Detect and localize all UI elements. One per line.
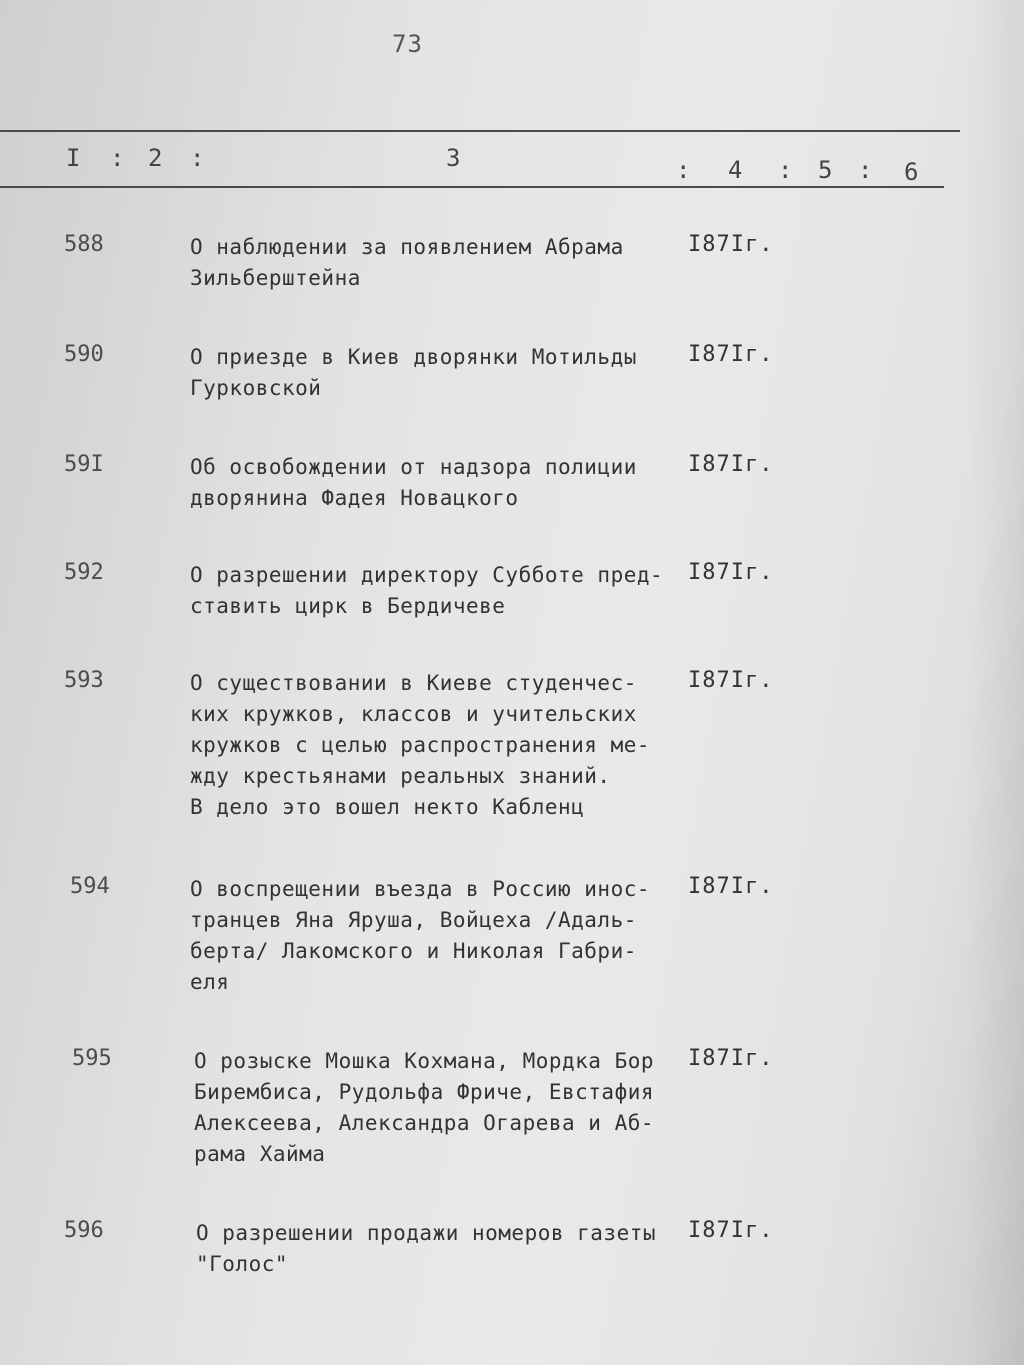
entry-number: 59I xyxy=(64,452,104,477)
entry-title: О существовании в Киеве студенчес- ких кружков, классов и учительских кружков с целью распространения ме- жду крестьянами реальных знаний. В дело это вошел некто Кабленц xyxy=(190,671,651,819)
entry-number: 594 xyxy=(70,874,110,899)
col-4-header: 4 xyxy=(728,156,743,184)
entry-year: I87Iг. xyxy=(688,232,774,257)
entry-year: I87Iг. xyxy=(688,1218,774,1243)
entry-year: I87Iг. xyxy=(688,342,774,367)
entry-title: О воспрещении въезда в Россию инос- транцев Яна Яруша, Войцеха /Адаль- берта/ Лакомского и Николая Габри- еля xyxy=(190,877,651,994)
entry-number: 588 xyxy=(64,232,104,257)
entry-number: 596 xyxy=(64,1218,104,1243)
col-sep-1: : xyxy=(110,144,125,172)
entry-title: О разрешении директору Субботе пред- ставить цирк в Бердичеве xyxy=(190,563,664,618)
entry-year: I87Iг. xyxy=(688,668,774,693)
entry-year: I87Iг. xyxy=(688,560,774,585)
col-2-header: 2 xyxy=(148,144,163,172)
entry-title: О разрешении продажи номеров газеты "Голос" xyxy=(196,1221,657,1276)
page-number: 73 xyxy=(392,30,423,58)
entry-title: Об освобождении от надзора полиции дворянина Фадея Новацкого xyxy=(190,455,637,510)
entry-year: I87Iг. xyxy=(688,1046,774,1071)
col-sep-3: : xyxy=(676,156,691,184)
entry-title: О наблюдении за появлением Абрама Зильберштейна xyxy=(190,235,624,290)
entry-year: I87Iг. xyxy=(688,452,774,477)
entry-title: О приезде в Киев дворянки Мотильды Гурковской xyxy=(190,345,637,400)
entry-year: I87Iг. xyxy=(688,874,774,899)
entry-number: 593 xyxy=(64,668,104,693)
col-5-header: 5 xyxy=(818,156,833,184)
entry-number: 590 xyxy=(64,342,104,367)
entry-title: О розыске Мошка Кохмана, Мордка Бор Бирембиса, Рудольфа Фриче, Евстафия Алексеева, Александра Огарева и Аб- рама Хайма xyxy=(194,1049,655,1166)
col-3-header: 3 xyxy=(446,144,461,172)
header-bottom-rule xyxy=(0,186,944,188)
entry-number: 592 xyxy=(64,560,104,585)
header-top-rule xyxy=(0,130,960,132)
entry-number: 595 xyxy=(72,1046,112,1071)
col-1-header: I xyxy=(66,144,81,172)
col-sep-5: : xyxy=(858,156,873,184)
col-sep-4: : xyxy=(778,156,793,184)
col-sep-2: : xyxy=(190,144,205,172)
page-edge-shadow xyxy=(964,0,1024,1365)
col-6-header: 6 xyxy=(904,158,919,186)
